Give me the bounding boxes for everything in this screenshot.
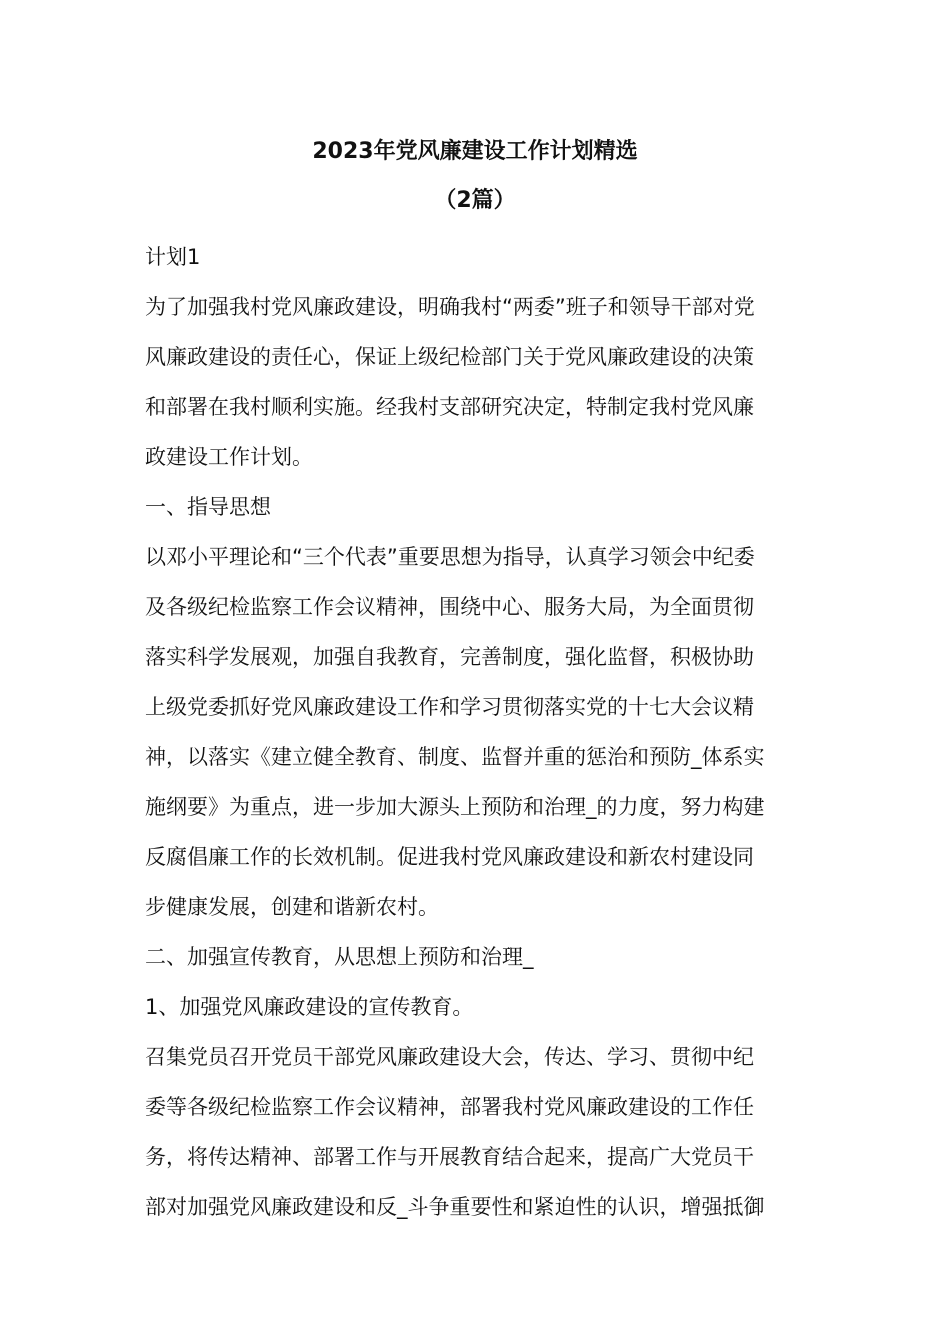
section-label: 计划1 [145, 245, 201, 269]
document-body [145, 232, 825, 1232]
document-title: 2023年党风廉建设工作计划精选 [312, 139, 638, 164]
paragraph-line: 以邓小平理论和“三个代表”重要思想为指导，认真学习领会中纪委 [145, 545, 755, 569]
paragraph-line: 落实科学发展观，加强自我教育，完善制度，强化监督，积极协助 [145, 645, 754, 669]
paragraph-line: 政建设工作计划。 [145, 445, 313, 469]
section-heading: 一、指导思想 [145, 495, 271, 519]
paragraph-line: 和部署在我村顺利实施。经我村支部研究决定，特制定我村党风廉 [145, 395, 754, 419]
paragraph-line: 上级党委抓好党风廉政建设工作和学习贯彻落实党的十七大会议精 [145, 695, 754, 719]
paragraph-line: 及各级纪检监察工作会议精神，围绕中心、服务大局，为全面贯彻 [145, 595, 754, 619]
paragraph-line: 施纲要》为重点，进一步加大源头上预防和治理_的力度，努力构建 [145, 795, 765, 819]
section-heading: 二、加强宣传教育，从思想上预防和治理_ [145, 945, 534, 969]
paragraph-line: 反腐倡廉工作的长效机制。促进我村党风廉政建设和新农村建设同 [145, 845, 754, 869]
document-subtitle: （2篇） [434, 188, 516, 213]
paragraph-line: 委等各级纪检监察工作会议精神，部署我村党风廉政建设的工作任 [145, 1095, 754, 1119]
paragraph-line: 召集党员召开党员干部党风廉政建设大会，传达、学习、贯彻中纪 [145, 1045, 754, 1069]
paragraph-line: 步健康发展，创建和谐新农村。 [145, 895, 439, 919]
paragraph-line: 部对加强党风廉政建设和反_斗争重要性和紧迫性的认识，增强抵御 [145, 1195, 765, 1219]
paragraph-line: 神，以落实《建立健全教育、制度、监督并重的惩治和预防_体系实 [145, 745, 765, 769]
paragraph-line: 务，将传达精神、部署工作与开展教育结合起来，提高广大党员干 [145, 1145, 754, 1169]
subsection-heading: 1、加强党风廉政建设的宣传教育。 [145, 995, 474, 1019]
paragraph-line: 风廉政建设的责任心，保证上级纪检部门关于党风廉政建设的决策 [145, 345, 754, 369]
paragraph-line: 为了加强我村党风廉政建设，明确我村“两委”班子和领导干部对党 [145, 295, 755, 319]
